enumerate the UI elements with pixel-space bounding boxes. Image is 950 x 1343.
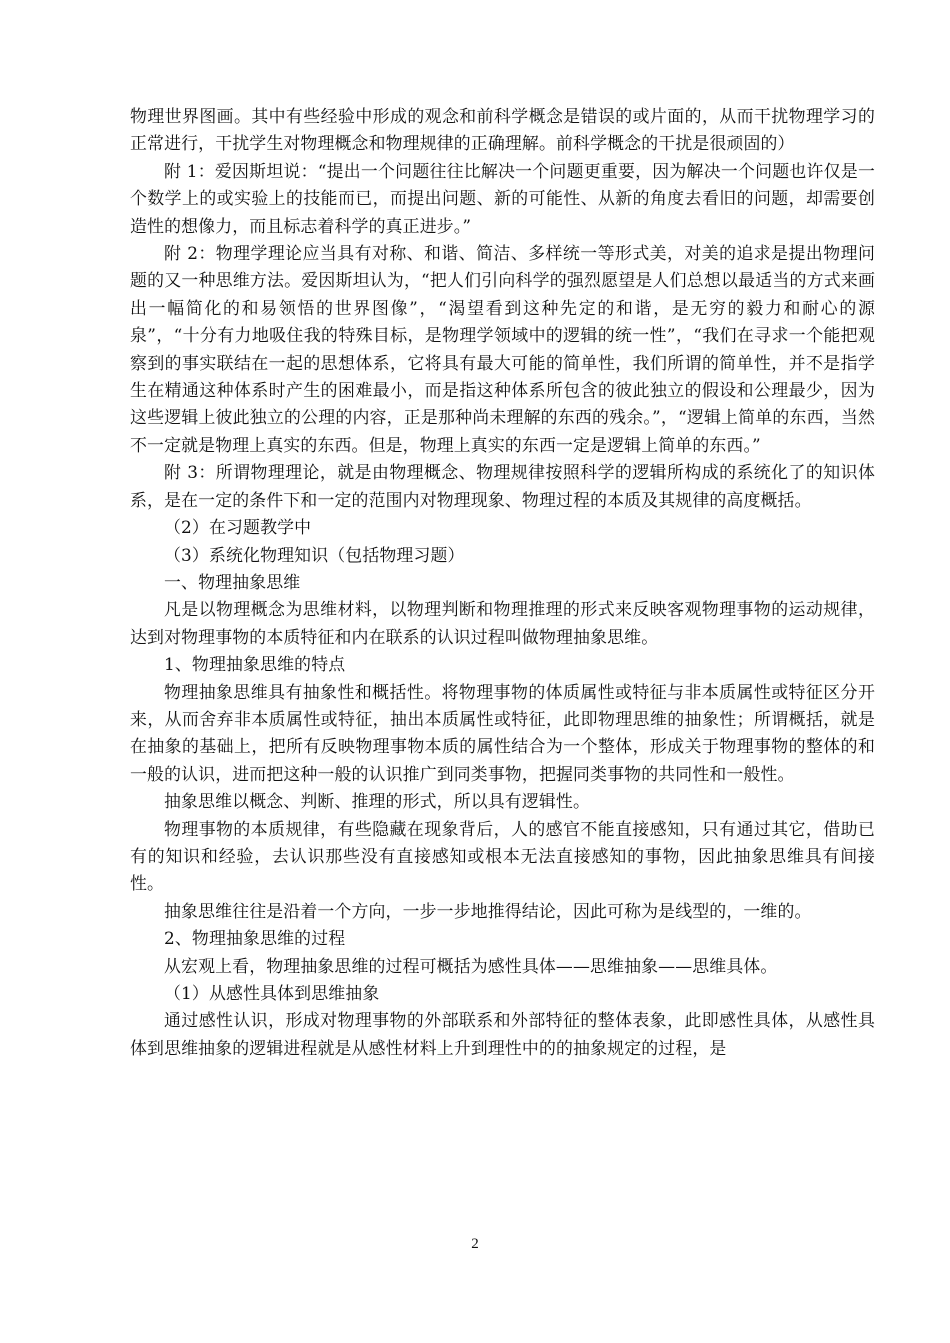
paragraph: 通过感性认识，形成对物理事物的外部联系和外部特征的整体表象，此即感性具体，从感性具体到思维抽象的逻辑进程就是从感性材料上升到理性中的的抽象规定的过程，是: [130, 1010, 875, 1058]
paragraph: 2、物理抽象思维的过程: [164, 928, 346, 949]
paragraph: （1）从感性具体到思维抽象: [164, 983, 380, 1003]
paragraph: （2）在习题教学中: [164, 517, 312, 538]
page-body: [130, 103, 875, 1062]
paragraph: 1、物理抽象思维的特点: [164, 654, 346, 675]
paragraph: 抽象思维往往是沿着一个方向，一步一步地推得结论，因此可称为是线型的，一维的。: [164, 900, 812, 921]
paragraph: 物理抽象思维具有抽象性和概括性。将物理事物的体质属性或特征与非本质属性或特征区分开来，从而舍弃非本质属性或特征，抽出本质属性或特征，此即物理思维的抽象性；所谓概括，就是在抽象的基础上，把所有反映物理事物本质的属性结合为一个整体，形成关于物理事物的整体的和一般的认识，进而把这种一般的认识推广到同类事物，把握同类事物的共同性和一般性。: [130, 681, 875, 784]
page-number: 2: [471, 1236, 479, 1252]
paragraph: （3）系统化物理知识（包括物理习题）: [164, 544, 465, 565]
paragraph: 附 2：物理学理论应当具有对称、和谐、简洁、多样统一等形式美，对美的追求是提出物理问题的又一种思维方法。爱因斯坦认为，“把人们引向科学的强烈愿望是人们总想以最适当的方式来画出一幅简化的和易领悟的世界图像”，“渴望看到这种先定的和谐，是无穷的毅力和耐心的源泉”，“十分有力地吸住我的特殊目标，是物理学领域中的逻辑的统一性”，“我们在寻求一个能把观察到的事实联结在一起的思想体系，它将具有最大可能的简单性，我们所谓的简单性，并不是指学生在精通这种体系时产生的困难最小，而是指这种体系所包含的彼此独立的假设和公理最少，因为这些逻辑上彼此独立的公理的内容，正是那种尚未理解的东西的残余。”，“逻辑上简单的东西，当然不一定就是物理上真实的东西。但是，物理上真实的东西一定是逻辑上简单的东西。”: [130, 243, 875, 455]
paragraph: 从宏观上看，物理抽象思维的过程可概括为感性具体——思维抽象——思维具体。: [164, 955, 778, 976]
paragraph: 凡是以物理概念为思维材料，以物理判断和物理推理的形式来反映客观物理事物的运动规律，达到对物理事物的本质特征和内在联系的认识过程叫做物理抽象思维。: [130, 599, 875, 647]
paragraph: 物理世界图画。其中有些经验中形成的观念和前科学概念是错误的或片面的，从而干扰物理学习的正常进行，干扰学生对物理概念和物理规律的正确理解。前科学概念的干扰是很顽固的）: [130, 106, 875, 154]
paragraph: 抽象思维以概念、判断、推理的形式，所以具有逻辑性。: [164, 791, 591, 812]
paragraph: 附 1：爱因斯坦说：“提出一个问题往往比解决一个问题更重要，因为解决一个问题也许仅是一个数学上的或实验上的技能而已，而提出问题、新的可能性、从新的角度去看旧的问题，却需要创造性的想像力，而且标志着科学的真正进步。”: [130, 160, 875, 236]
paragraph: 一、物理抽象思维: [164, 571, 301, 592]
paragraph: 附 3：所谓物理理论，就是由物理概念、物理规律按照科学的逻辑所构成的系统化了的知识体系，是在一定的条件下和一定的范围内对物理现象、物理过程的本质及其规律的高度概括。: [130, 462, 875, 510]
paragraph: 物理事物的本质规律，有些隐藏在现象背后，人的感官不能直接感知，只有通过其它，借助已有的知识和经验，去认识那些没有直接感知或根本无法直接感知的事物，因此抽象思维具有间接性。: [130, 818, 875, 894]
